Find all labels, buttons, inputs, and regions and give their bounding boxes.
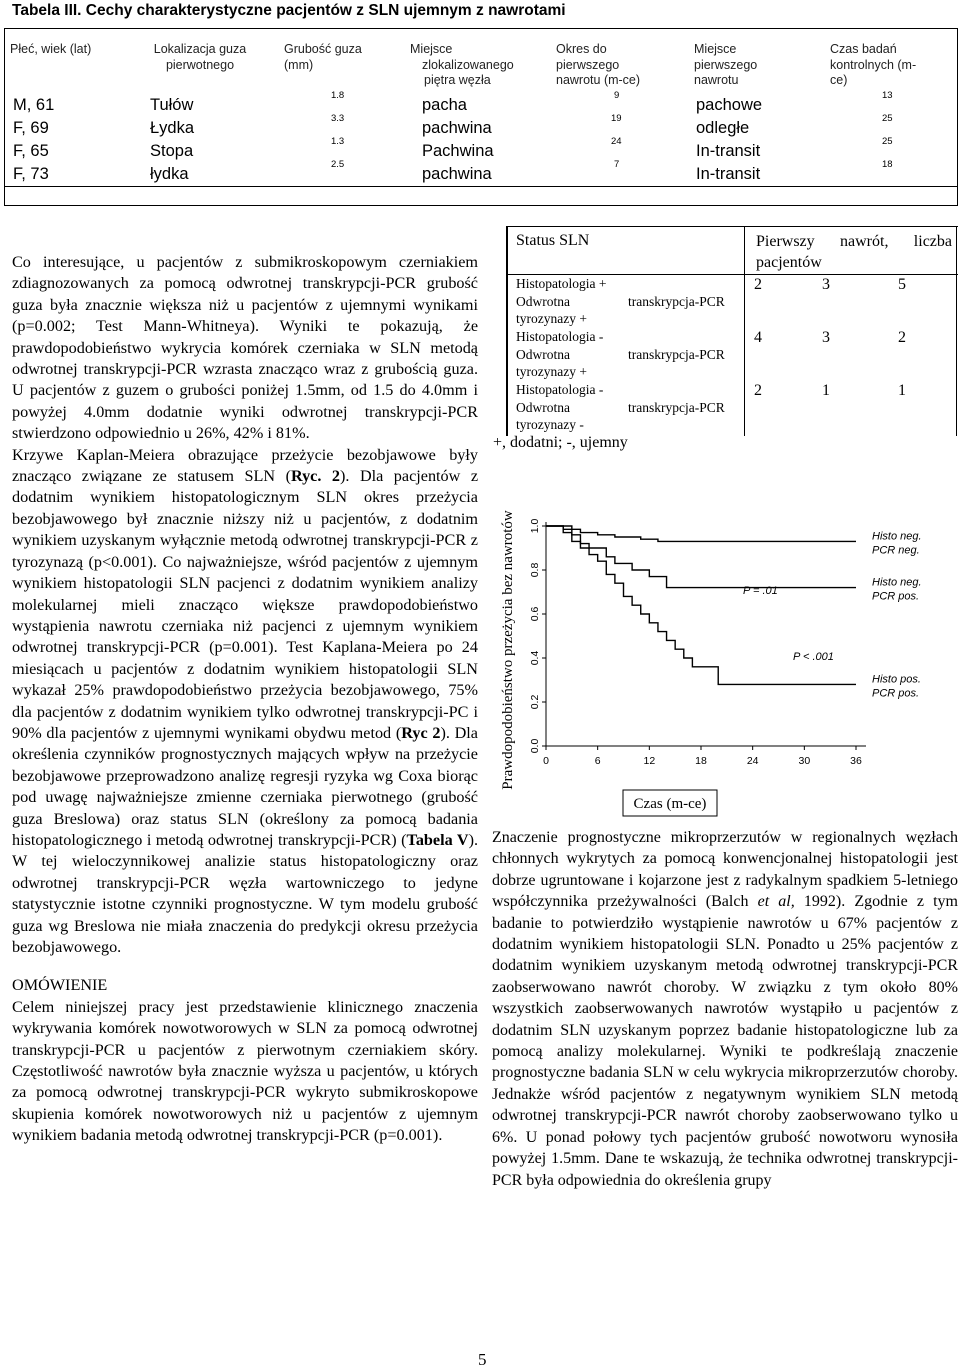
recurrence-count: 1 <box>898 382 906 399</box>
recurrence-count: 4 <box>754 329 762 346</box>
figure-ref: Ryc 2 <box>401 723 441 742</box>
legend-label: Histo neg. <box>872 576 922 589</box>
p-value-annotation: P < .001 <box>793 651 834 663</box>
table3-header-thickness: Grubość guza (mm) <box>284 42 362 72</box>
recurrence-count: 5 <box>898 276 906 293</box>
y-tick-label: 0.6 <box>529 606 541 622</box>
table3-title: Tabela III. Cechy charakterystyczne pacjentów z SLN ujemnym z nawrotami <box>12 2 566 19</box>
first-recurrence-header: Pierwszy nawrót, liczba pacjentów <box>756 233 952 271</box>
paragraph: Celem niniejszej pracy jest przedstawienie klinicznego znaczenia wykrywania komórek nowotworowych w SLN za pomocą odwrotnej transkrypcji-PCR u pacjentów z pierwotnym czerniakiem skóry. Częstotliwość nawrotów była znacznie wyższa u pacjentów, u których za pomocą odwrotnej transkrypcji-PCR wykryto submikroskopowe skupienia komórek nowotworowych niż u pacjentów z ujemnym wynikiem badania metodą odwrotnej transkrypcji-PCR (p=0.001). <box>12 997 478 1145</box>
figure-ref: Ryc. 2 <box>290 467 341 486</box>
chart-legend <box>872 530 922 699</box>
sln-status-table <box>508 226 958 436</box>
table-border <box>744 226 745 436</box>
paragraph: Co interesujące, u pacjentów z submikroskopowym czerniakiem zdiagnozowanych za pomocą odwrotnej transkrypcji-PCR grubość guza była znacznie większa niż u pacjentów z ujemnymi wynikami (p=0.002; Test Mann-Whitneya). Wyniki te pokazują, że prawdopodobieństwo wykrycia komórek czerniaka w SLN metodą odwrotnej transkrypcji-PCR wzrasta znacząco wraz z grubością guza. U pacjentów z guzem o grubości poniżej 1.5mm, od 1.5 do 4.0mm i powyżej 4.0mm dodatnie wyniki odwrotnej transkrypcji-PCR stwierdzono odpowiednio u 26%, 42% i 81%. <box>12 253 478 443</box>
table3-header-sex-age: Płeć, wiek (lat) <box>10 42 92 56</box>
table-border <box>506 226 508 436</box>
table-border <box>956 226 957 436</box>
table3-header-site: Miejsce pierwszego nawrotu <box>694 42 758 87</box>
kaplan-meier-chart <box>493 478 959 820</box>
table3-row: M, 61 Tułów 1.8 pacha 9 pachowe 13 <box>13 90 893 114</box>
section-heading: OMÓWIENIE <box>12 976 108 995</box>
recurrence-count: 2 <box>898 329 906 346</box>
legend-label: Histo neg. <box>872 530 922 543</box>
table3-header-node: Miejsce zlokalizowanego piętra węzła <box>410 42 514 87</box>
table3-header-followup: Czas badań kontrolnych (m- ce) <box>830 42 917 87</box>
p-value-annotation: P = .01 <box>743 585 778 597</box>
y-axis-label: Prawdopodobieństwo przeżycia bez nawrotów <box>500 510 516 790</box>
paragraph: Krzywe Kaplan-Meiera obrazujące przeżycie bezobjawowe były znacząco związane ze statusem SLN (Ryc. 2). Dla pacjentów z dodatnim wynikiem histopatologicznym SLN okres przeżycia bezobjawowego był znacznie niższy niż u pacjentów, z dodatnim wynikiem uzyskanym wyłącznie metodą odwrotnej transkrypcji-PCR z tyrozynazą (p<0.001). Co najważniejsze, wśród pacjentów z ujemnym wynikiem histopatologii SLN pacjenci z dodatnim wynikiem analizy molekularnej mieli znacząco większe prawdopodobieństwo wystąpienia nawrotu czerniaka niż pacjenci z ujemnym wynikiem odwrotnej transkrypcji-PCR (p=0.001). Test Kaplana-Meiera po 24 miesiącach u pacjentów z dodatnim wynikiem histopatologii SLN wykazał 25% prawdopodobieństwo przeżycia bezobjawowego, 75% dla pacjentów z dodatnim wynikiem tylko odwrotnej transkrypcji-PC i 90% dla pacjentów z ujemnymi wynikami obydwu metod (Ryc 2). Dla określenia czynników prognostycznych mających wpływ na przeżycie bezobjawowe przeprowadzono analizę regresji ryzyka wg Coxa biorąc pod uwagę najważniejsze zmienne czerniaka pierwotnego (grubość guza Breslowa) oraz status SLN (określony za pomocą badania histopatologicznego i metodą odwrotnej transkrypcji-PCR) (Tabela V). W tej wieloczynnikowej analizie status histopatologiczny oraz odwrotnej transkrypcji-PCR węzła wartowniczego to jedyne statystycznie istotne czynniki prognostyczne. W tym modelu grubość guza wg Breslowa nie miała znaczenia do predykcji okresu przeżycia bezobjawowego. <box>12 445 479 956</box>
page-number: 5 <box>478 1350 487 1369</box>
y-tick-label: 1.0 <box>529 518 541 534</box>
legend-label: Histo pos. <box>872 673 921 686</box>
chart-axes <box>529 519 866 767</box>
x-tick-label: 12 <box>643 755 656 767</box>
recurrence-count: 1 <box>822 382 830 399</box>
x-tick-label: 30 <box>798 755 811 767</box>
legend-label: PCR pos. <box>872 590 920 603</box>
x-tick-label: 18 <box>695 755 707 767</box>
status-row-label: Histopatologia - Odwrotna transkrypcja-PCR tyrozynazy - <box>516 382 725 432</box>
paragraph: Znaczenie prognostyczne mikroprzerzutów w regionalnych węzłach chłonnych wykrytych za pomocą konwencjonalnej histopatologii jest dobrze ugruntowane i kojarzone jest z radykalnym spadkiem 5-letniego współczynnika przeżywalności (Balch et al, 1992). Zgodnie z tym badanie to potwierdziło wystąpienie nawrotów u 67% pacjentów z dodatnim wynikiem histopatologii SLN. Ponadto u 25% pacjentów z dodatnim wynikiem uzyskanym metodą odwrotnej transkrypcji-PCR zaobserwowano nawrót choroby. W związku z tym około 80% wszystkich zaobserwowanych nawrotów wystąpiło u pacjentów z dodatnim SLN uzyskanym poprzez badanie histopatologiczne lub za pomocą analizy molekularnej. Wyniki te podkreślają znaczenie prognostyczne badania SLN w celu wykrycia mikroprzerzutów choroby. Jednakże wśród pacjentów z negatywnym wynikiem SLN metodą odwrotnej transkrypcji-PCR nawrót choroby zaobserwowano tylko u 6%. U ponad połowy tych pacjentów grubość nowotworu wynosiła powyżej 1.5mm. Dane te wskazują, że technika odwrotnej transkrypcji-PCR była odpowiednia do określenia grupy <box>492 829 958 1189</box>
y-tick-label: 0.0 <box>529 738 541 754</box>
survival-curve-1 <box>546 526 856 541</box>
status-row-label: Histopatologia - Odwrotna transkrypcja-PCR tyrozynazy + <box>516 329 725 379</box>
left-column-text <box>12 252 478 1147</box>
x-axis-label: Czas (m-ce) <box>633 796 707 812</box>
status-row-label: Histopatologia + Odwrotna transkrypcja-PCR tyrozynazy + <box>516 276 725 326</box>
recurrence-count: 3 <box>822 329 830 346</box>
table3-row: F, 69 Łydka 3.3 pachwina 19 odległe 25 <box>13 113 893 137</box>
recurrence-count: 2 <box>754 382 762 399</box>
right-column-text <box>492 827 958 1191</box>
legend-label: PCR neg. <box>872 544 920 557</box>
recurrence-count: 3 <box>822 276 830 293</box>
legend-label: PCR pos. <box>872 687 920 700</box>
recurrence-count: 2 <box>754 276 762 293</box>
table3-row: F, 65 Stopa 1.3 Pachwina 24 In-transit 25 <box>13 136 893 160</box>
x-tick-label: 6 <box>594 755 601 767</box>
x-tick-label: 0 <box>543 755 549 767</box>
x-tick-label: 24 <box>746 755 759 767</box>
table-ref: Tabela V <box>406 830 469 849</box>
y-tick-label: 0.4 <box>529 650 541 666</box>
x-tick-label: 36 <box>850 755 862 767</box>
status-table-footnote: +, dodatni; -, ujemny <box>493 434 628 451</box>
survival-curve-2 <box>546 526 856 588</box>
y-tick-label: 0.2 <box>529 694 541 710</box>
table3-header-months: Okres do pierwszego nawrotu (m-ce) <box>556 42 641 87</box>
y-tick-label: 0.8 <box>529 562 541 578</box>
status-sln-header: Status SLN <box>516 232 590 249</box>
table-border <box>508 226 958 227</box>
table3-row: F, 73 łydka 2.5 pachwina 7 In-transit 18 <box>13 159 893 183</box>
table3-header-location: Lokalizacja guza pierwotnego <box>153 42 247 72</box>
